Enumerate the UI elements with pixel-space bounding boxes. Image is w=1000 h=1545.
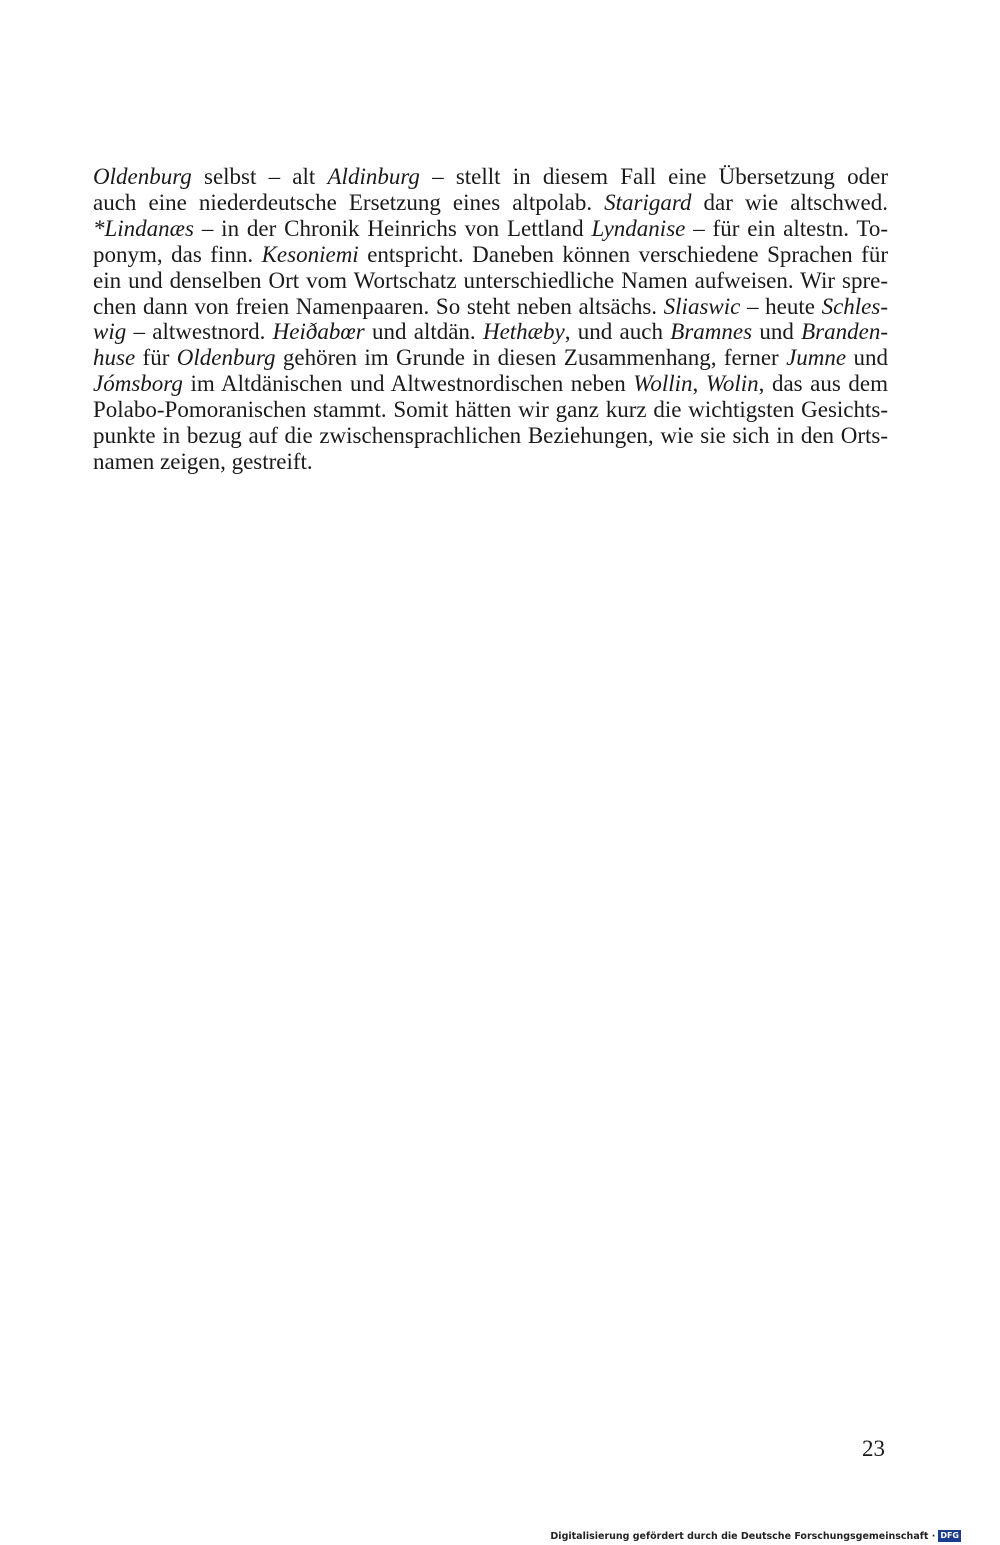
italic-term: Kesoniemi [261, 241, 359, 267]
text-run: , das aus dem [758, 371, 889, 397]
text-run: – heute [740, 293, 822, 319]
italic-term: Sliaswic [663, 293, 741, 319]
dfg-logo-icon: DFG [940, 1531, 959, 1540]
paragraph-line [93, 397, 888, 423]
italic-term: Wolin [705, 371, 759, 397]
italic-term: Aldinburg [327, 164, 420, 189]
text-run: auch eine niederdeutsche Ersetzung eines altpolab. [93, 189, 605, 215]
italic-term: huse [93, 345, 136, 371]
paragraph-line [93, 242, 888, 268]
digitization-footer [550, 1528, 961, 1544]
text-run: für [135, 345, 177, 371]
page-number: 23 [862, 1436, 885, 1461]
italic-term: Lyndanise [591, 215, 686, 241]
text-run: und [846, 345, 888, 371]
text-run: ponym, das finn. [93, 241, 262, 267]
text-run: entspricht. Daneben können verschiedene Sprachen für [358, 241, 888, 267]
paragraph-line [93, 319, 888, 345]
text-run: im Altdänischen und Altwestnordischen neben [182, 371, 634, 397]
text-run: punkte in bezug auf die zwischensprachlichen Beziehungen, wie sie sich in den Orts- [93, 423, 888, 449]
italic-term: Branden- [801, 319, 888, 345]
paragraph-line [93, 268, 888, 294]
paragraph-line [93, 345, 888, 371]
paragraph-line [93, 190, 888, 216]
text-run: – in der Chronik Heinrichs von Lettland [193, 215, 592, 241]
text-run: gehören im Grunde in diesen Zusammenhang, ferner [275, 345, 787, 371]
italic-term: Wollin [633, 371, 693, 397]
text-run: und [752, 319, 802, 345]
text-run: – stellt in diesem Fall eine Übersetzung oder [419, 164, 888, 189]
body-paragraph [93, 164, 888, 475]
text-run: – altwestnord. [126, 319, 273, 345]
text-run: dar wie altschwed. [691, 189, 888, 215]
italic-term: Oldenburg [176, 345, 276, 371]
paragraph-line [93, 164, 888, 190]
paragraph-line [93, 371, 888, 397]
italic-term: Schles- [821, 293, 888, 319]
italic-term: *Lindanæs [93, 215, 194, 241]
italic-term: Jumne [786, 345, 847, 371]
paragraph-line [93, 294, 888, 320]
italic-term: Bramnes [670, 319, 753, 345]
paragraph-line [93, 423, 888, 449]
italic-term: Starigard [604, 189, 692, 215]
paragraph-line [93, 449, 888, 475]
italic-term: Oldenburg [93, 164, 192, 189]
text-run: , und auch [564, 319, 671, 345]
text-run: ein und denselben Ort vom Wortschatz unterschiedliche Namen aufweisen. Wir spre- [93, 267, 888, 293]
text-run: namen zeigen, gestreift. [93, 448, 313, 474]
text-run: und altdän. [364, 319, 483, 345]
italic-term: wig [93, 319, 127, 345]
text-run: , [692, 371, 706, 397]
text-run: chen dann von freien Namenpaaren. So steht neben altsächs. [93, 293, 664, 319]
footer-credit-text: Digitalisierung gefördert durch die Deutsche Forschungsgemeinschaft · [550, 1530, 936, 1542]
italic-term: Heiðabœr [272, 319, 365, 345]
italic-term: Jómsborg [93, 371, 183, 397]
text-run: selbst – alt [191, 164, 328, 189]
text-run: Polabo-Pomoranischen stammt. Somit hätten wir ganz kurz die wichtigsten Gesichts- [93, 397, 888, 423]
text-run: – für ein altestn. To- [685, 215, 888, 241]
paragraph-line [93, 216, 888, 242]
italic-term: Hethæby [482, 319, 565, 345]
